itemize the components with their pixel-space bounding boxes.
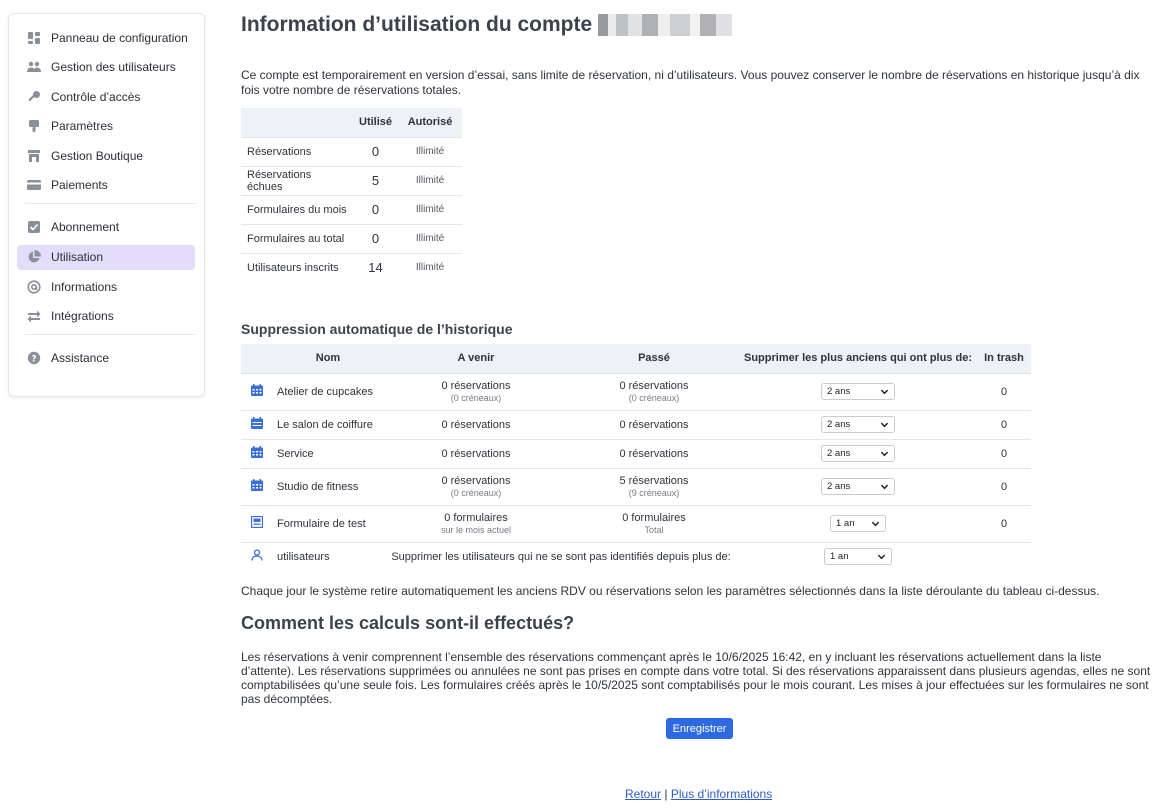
sidebar-item-utilisateurs[interactable]: [17, 55, 195, 80]
table-row: [241, 505, 1031, 542]
col-past-header: Passé: [569, 344, 739, 373]
used-value: 0: [353, 137, 398, 166]
svg-text:?: ?: [31, 354, 37, 365]
history-note: Chaque jour le système retire automatiquement les anciens RDV ou réservations selon les paramètres sélectionnés dans la liste déroulante du tableau ci-dessus.: [241, 584, 1100, 598]
past-count: 0 réservations: [569, 410, 739, 439]
row-label: Utilisateurs inscrits: [241, 253, 353, 282]
sidebar-item-label: Intégrations: [51, 309, 114, 324]
sidebar-item-label: Utilisation: [51, 250, 104, 265]
upcoming-count: 0 réservations: [441, 475, 511, 487]
sidebar-item-label: Abonnement: [51, 220, 120, 235]
used-value: 5: [353, 166, 398, 195]
used-value: 14: [353, 253, 398, 282]
chevron-down-icon: [880, 420, 889, 429]
agenda-name: Atelier de cupcakes: [273, 373, 383, 410]
page-title: Information d’utilisation du compte: [241, 13, 732, 37]
sidebar-item-label: Contrôle d’accès: [51, 89, 141, 104]
sidebar-item-paiements[interactable]: [17, 173, 195, 198]
usage-table: [241, 108, 462, 282]
upcoming-sub: (0 créneaux): [450, 393, 502, 403]
history-table: [241, 344, 1031, 571]
key-icon: [27, 90, 41, 104]
history-section-title: Suppression automatique de l’historique: [241, 321, 513, 337]
trash-count: 0: [977, 410, 1031, 439]
retention-select[interactable]: 2 ans: [821, 383, 895, 400]
calendar-icon: [241, 373, 273, 410]
col-name-header: Nom: [273, 344, 383, 373]
allowed-value: Illimité: [398, 166, 462, 195]
sidebar-item-utilisation[interactable]: [17, 245, 195, 270]
sidebar-item-label: Paiements: [51, 178, 108, 193]
table-row: [241, 166, 462, 195]
allowed-value: Illimité: [398, 253, 462, 282]
checkbox-icon: [27, 220, 41, 234]
dashboard-icon: [27, 31, 41, 45]
trash-count: 0: [977, 505, 1031, 542]
sidebar-item-label: Paramètres: [51, 119, 114, 134]
sidebar-item-parametres[interactable]: [17, 114, 195, 139]
table-row: [241, 410, 1031, 439]
table-row: [241, 137, 462, 166]
footer-links: [625, 787, 772, 801]
upcoming-sub: sur le mois actuel: [440, 525, 512, 535]
upcoming-count: 0 réservations: [383, 439, 569, 468]
used-value: 0: [353, 195, 398, 224]
past-sub: Total: [644, 525, 664, 535]
past-count: 0 réservations: [569, 439, 739, 468]
upcoming-sub: (0 créneaux): [450, 488, 502, 498]
sidebar: [8, 13, 205, 397]
at-icon: [27, 280, 41, 294]
row-label: Réservations: [241, 137, 353, 166]
upcoming-count: 0 réservations: [441, 380, 511, 392]
users-icon: [27, 60, 41, 74]
sidebar-item-acces[interactable]: [17, 84, 195, 109]
sidebar-item-abonnement[interactable]: [17, 215, 195, 240]
sidebar-item-boutique[interactable]: [17, 143, 195, 168]
sidebar-item-integrations[interactable]: [17, 304, 195, 329]
chevron-down-icon: [880, 449, 889, 458]
allowed-value: Illimité: [398, 224, 462, 253]
form-icon: [241, 505, 273, 542]
sidebar-item-panneau[interactable]: [17, 25, 195, 50]
col-delete-header: Supprimer les plus anciens qui ont plus de:: [739, 344, 977, 373]
sidebar-item-assistance[interactable]: [17, 346, 195, 371]
table-row: [241, 195, 462, 224]
past-count: 0 réservations: [619, 380, 689, 392]
chevron-down-icon: [880, 387, 889, 396]
calendar-icon: [241, 410, 273, 439]
retention-select[interactable]: 1 an: [830, 515, 886, 532]
table-row: [241, 253, 462, 282]
table-row: [241, 542, 1031, 571]
table-row: [241, 224, 462, 253]
upcoming-count: 0 réservations: [383, 410, 569, 439]
agenda-name: Service: [273, 439, 383, 468]
agenda-name: Le salon de coiffure: [273, 410, 383, 439]
trash-count: 0: [977, 373, 1031, 410]
help-icon: [27, 351, 41, 365]
settings-icon: [27, 119, 41, 133]
users-row-text: Supprimer les utilisateurs qui ne se sont pas identifiés depuis plus de:: [383, 542, 739, 571]
retention-select[interactable]: 2 ans: [821, 416, 895, 433]
col-trash-header: In trash: [977, 344, 1031, 373]
users-row-name: utilisateurs: [273, 542, 383, 571]
arrows-exchange-icon: [27, 309, 41, 323]
agenda-name: Studio de fitness: [273, 468, 383, 505]
back-link[interactable]: Retour: [625, 787, 662, 801]
col-upcoming-header: A venir: [383, 344, 569, 373]
store-icon: [27, 149, 41, 163]
used-value: 0: [353, 224, 398, 253]
retention-select[interactable]: 2 ans: [821, 445, 895, 462]
sidebar-item-label: Informations: [51, 279, 118, 294]
upcoming-count: 0 formulaires: [444, 512, 508, 524]
form-name: Formulaire de test: [273, 505, 383, 542]
table-row: [241, 373, 1031, 410]
sidebar-item-label: Gestion Boutique: [51, 148, 144, 163]
intro-text: Ce compte est temporairement en version d’essai, sans limite de réservation, ni d’utilisateurs. Vous pouvez conserver le nombre de réservations en historique jusqu’à dix fois votre nombre de réservations totales.: [241, 68, 1140, 97]
sidebar-item-label: Gestion des utilisateurs: [51, 60, 176, 75]
col-allowed-header: Autorisé: [398, 108, 462, 137]
sidebar-divider: [25, 203, 195, 204]
allowed-value: Illimité: [398, 137, 462, 166]
past-count: 0 formulaires: [622, 512, 686, 524]
sidebar-item-label: Assistance: [51, 351, 110, 366]
row-label: Formulaires au total: [241, 224, 353, 253]
table-row: [241, 439, 1031, 468]
redacted-account-name: [598, 14, 732, 36]
row-label: Réservations échues: [241, 166, 353, 195]
chevron-down-icon: [880, 482, 889, 491]
calc-title: Comment les calculs sont-il effectués?: [241, 613, 575, 633]
users-retention-select[interactable]: 1 an: [824, 548, 892, 565]
save-button[interactable]: Enregistrer: [666, 718, 733, 739]
sidebar-item-label: Panneau de configuration: [51, 30, 188, 45]
past-sub: (9 créneaux): [628, 488, 680, 498]
chevron-down-icon: [877, 552, 886, 561]
past-sub: (0 créneaux): [628, 393, 680, 403]
credit-card-icon: [27, 178, 41, 192]
past-count: 5 réservations: [619, 475, 689, 487]
allowed-value: Illimité: [398, 195, 462, 224]
user-icon: [241, 542, 273, 571]
chevron-down-icon: [871, 519, 880, 528]
sidebar-divider: [25, 334, 195, 335]
calc-text: Les réservations à venir comprennent l’ensemble des réservations commençant après le 10/6/2025 16:42, en y incluant les réservations actuellement dans la liste d’attente). Les réservations supprimées ou annulées ne sont pas prises en compte dans votre total. Si des réservations apparaissent dans plusieurs agendas, elles ne sont comptabilisées qu’une seule fois. Les formulaires créés après le 10/5/2025 sont comptabilisés pour le mois courant. Les mises à jour effectuées sur les formulaires ne sont pas décomptées.: [241, 650, 1151, 706]
table-row: [241, 468, 1031, 505]
row-label: Formulaires du mois: [241, 195, 353, 224]
trash-count: 0: [977, 468, 1031, 505]
col-used-header: Utilisé: [353, 108, 398, 137]
pie-chart-icon: [27, 250, 41, 264]
sidebar-item-informations[interactable]: [17, 274, 195, 299]
calendar-icon: [241, 468, 273, 505]
calendar-icon: [241, 439, 273, 468]
retention-select[interactable]: 2 ans: [821, 478, 895, 495]
more-info-link[interactable]: Plus d’informations: [670, 787, 773, 801]
footer-separator: |: [664, 787, 668, 801]
trash-count: 0: [977, 439, 1031, 468]
